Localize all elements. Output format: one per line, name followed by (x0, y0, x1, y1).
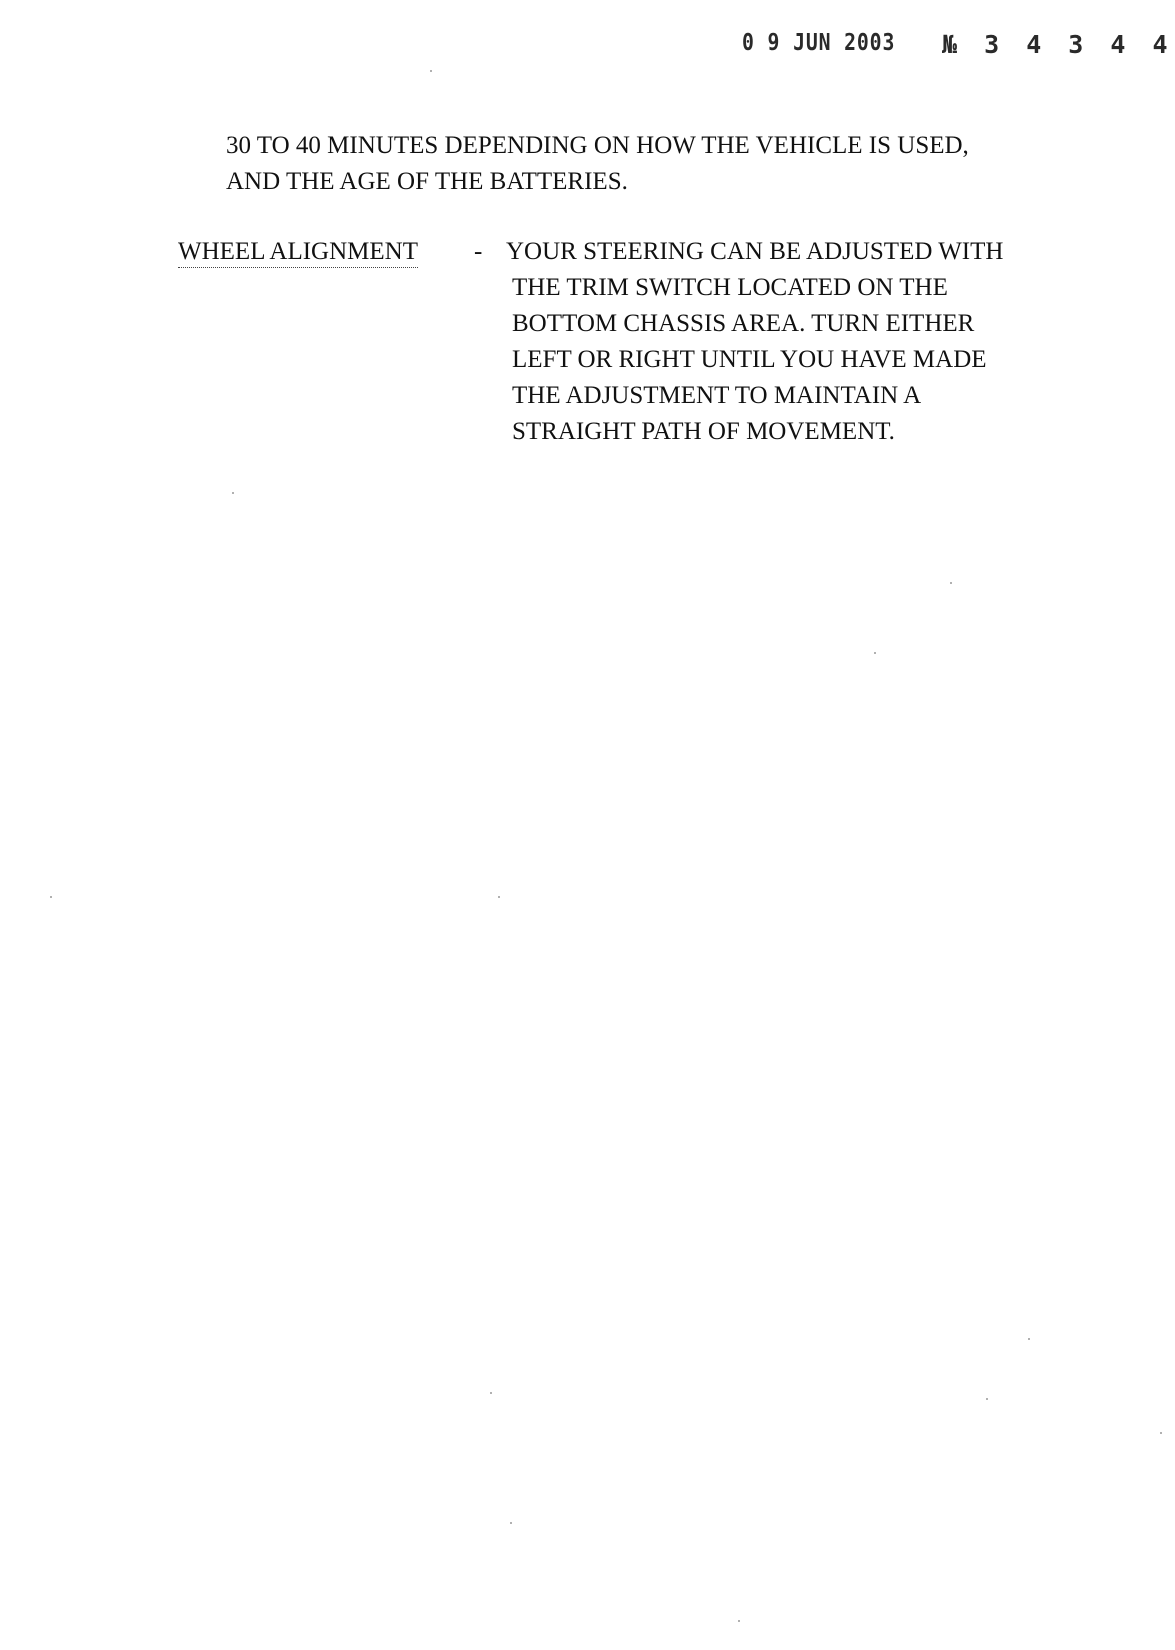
intro-line: 30 TO 40 MINUTES DEPENDING ON HOW THE VEHICLE IS USED, (226, 132, 969, 159)
scan-speck (232, 492, 234, 494)
entry-separator: - (474, 238, 483, 265)
scan-speck (986, 1398, 988, 1400)
scan-speck (510, 1522, 512, 1524)
scan-speck (498, 896, 500, 898)
intro-paragraph (226, 128, 969, 200)
entry-term: WHEEL ALIGNMENT (178, 237, 418, 268)
definition-line: YOUR STEERING CAN BE ADJUSTED WITH (506, 238, 1004, 265)
scan-speck (950, 582, 952, 584)
definition-line: STRAIGHT PATH OF MOVEMENT. (512, 418, 895, 445)
definition-line: BOTTOM CHASSIS AREA. TURN EITHER (512, 310, 975, 337)
scan-speck (430, 70, 432, 72)
definition-line: LEFT OR RIGHT UNTIL YOU HAVE MADE (512, 346, 987, 373)
intro-line: AND THE AGE OF THE BATTERIES. (226, 168, 628, 195)
definition-line: THE ADJUSTMENT TO MAINTAIN A (512, 382, 922, 409)
definition-line: THE TRIM SWITCH LOCATED ON THE (512, 274, 948, 301)
entry-definition (506, 234, 1004, 450)
scan-speck (50, 896, 52, 898)
scan-speck (874, 652, 876, 654)
scan-speck (1160, 1432, 1162, 1434)
scan-speck (738, 1620, 740, 1622)
date-stamp: 0 9 JUN 2003 (742, 30, 896, 56)
document-number-stamp: № 3 4 3 4 4 (942, 30, 1174, 59)
scan-speck (1028, 1338, 1030, 1340)
scan-speck (490, 1392, 492, 1394)
